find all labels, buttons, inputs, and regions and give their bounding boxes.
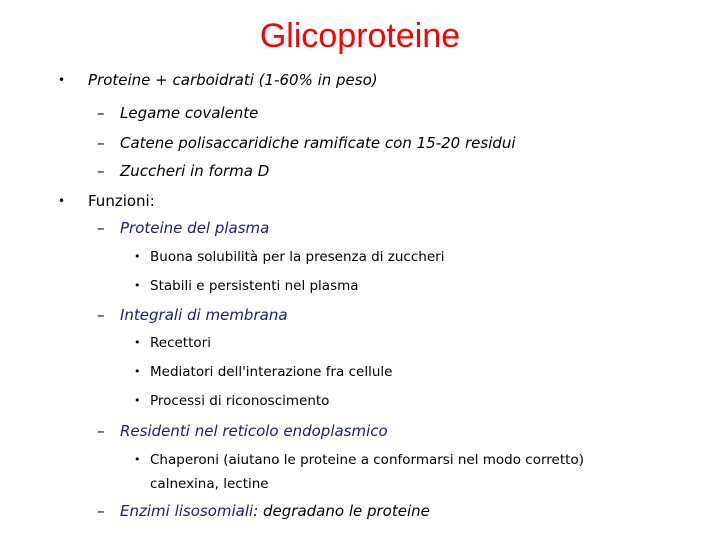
item-residenti-reticolo: Residenti nel reticolo endoplasmico <box>120 422 388 440</box>
bullet: • <box>58 73 66 87</box>
dash-marker: – <box>97 502 105 520</box>
slide-title: Glicoproteine <box>259 17 461 55</box>
item-buona-solubilita: Buona solubilità per la presenza di zuccheri <box>150 249 445 265</box>
enzimi-lisosomiali-description: : degradano le proteine <box>253 502 430 520</box>
item-funzioni: Funzioni: <box>88 192 155 210</box>
enzimi-lisosomiali-label: Enzimi lisosomiali <box>120 502 254 520</box>
item-zuccheri-forma-d: Zuccheri in forma D <box>120 162 270 180</box>
bullet: • <box>58 194 66 208</box>
dash-marker: – <box>97 219 105 237</box>
bullet: • <box>134 394 141 407</box>
dash-marker: – <box>97 162 105 180</box>
dash-marker: – <box>97 306 105 324</box>
bullet: • <box>134 279 141 292</box>
bullet: • <box>134 250 141 263</box>
item-calnexina-lectine: calnexina, lectine <box>150 476 269 492</box>
bullet: • <box>134 336 141 349</box>
item-enzimi-lisosomiali <box>120 500 430 522</box>
item-catene-polisaccaridiche: Catene polisaccaridiche ramificate con 15-20 residui <box>120 134 516 152</box>
bullet: • <box>134 453 141 466</box>
item-integrali-membrana: Integrali di membrana <box>120 306 288 324</box>
item-chaperoni: Chaperoni (aiutano le proteine a conformarsi nel modo corretto) <box>150 452 584 468</box>
item-proteine-carboidrati: Proteine + carboidrati (1-60% in peso) <box>88 71 378 89</box>
item-proteine-plasma: Proteine del plasma <box>120 219 270 237</box>
item-stabili-persistenti: Stabili e persistenti nel plasma <box>150 278 359 294</box>
dash-marker: – <box>97 134 105 152</box>
item-legame-covalente: Legame covalente <box>120 104 259 122</box>
item-processi-riconoscimento: Processi di riconoscimento <box>150 393 330 409</box>
bullet: • <box>134 365 141 378</box>
dash-marker: – <box>97 104 105 122</box>
item-mediatori-interazione: Mediatori dell'interazione fra cellule <box>150 364 393 380</box>
item-recettori: Recettori <box>150 335 211 351</box>
dash-marker: – <box>97 422 105 440</box>
